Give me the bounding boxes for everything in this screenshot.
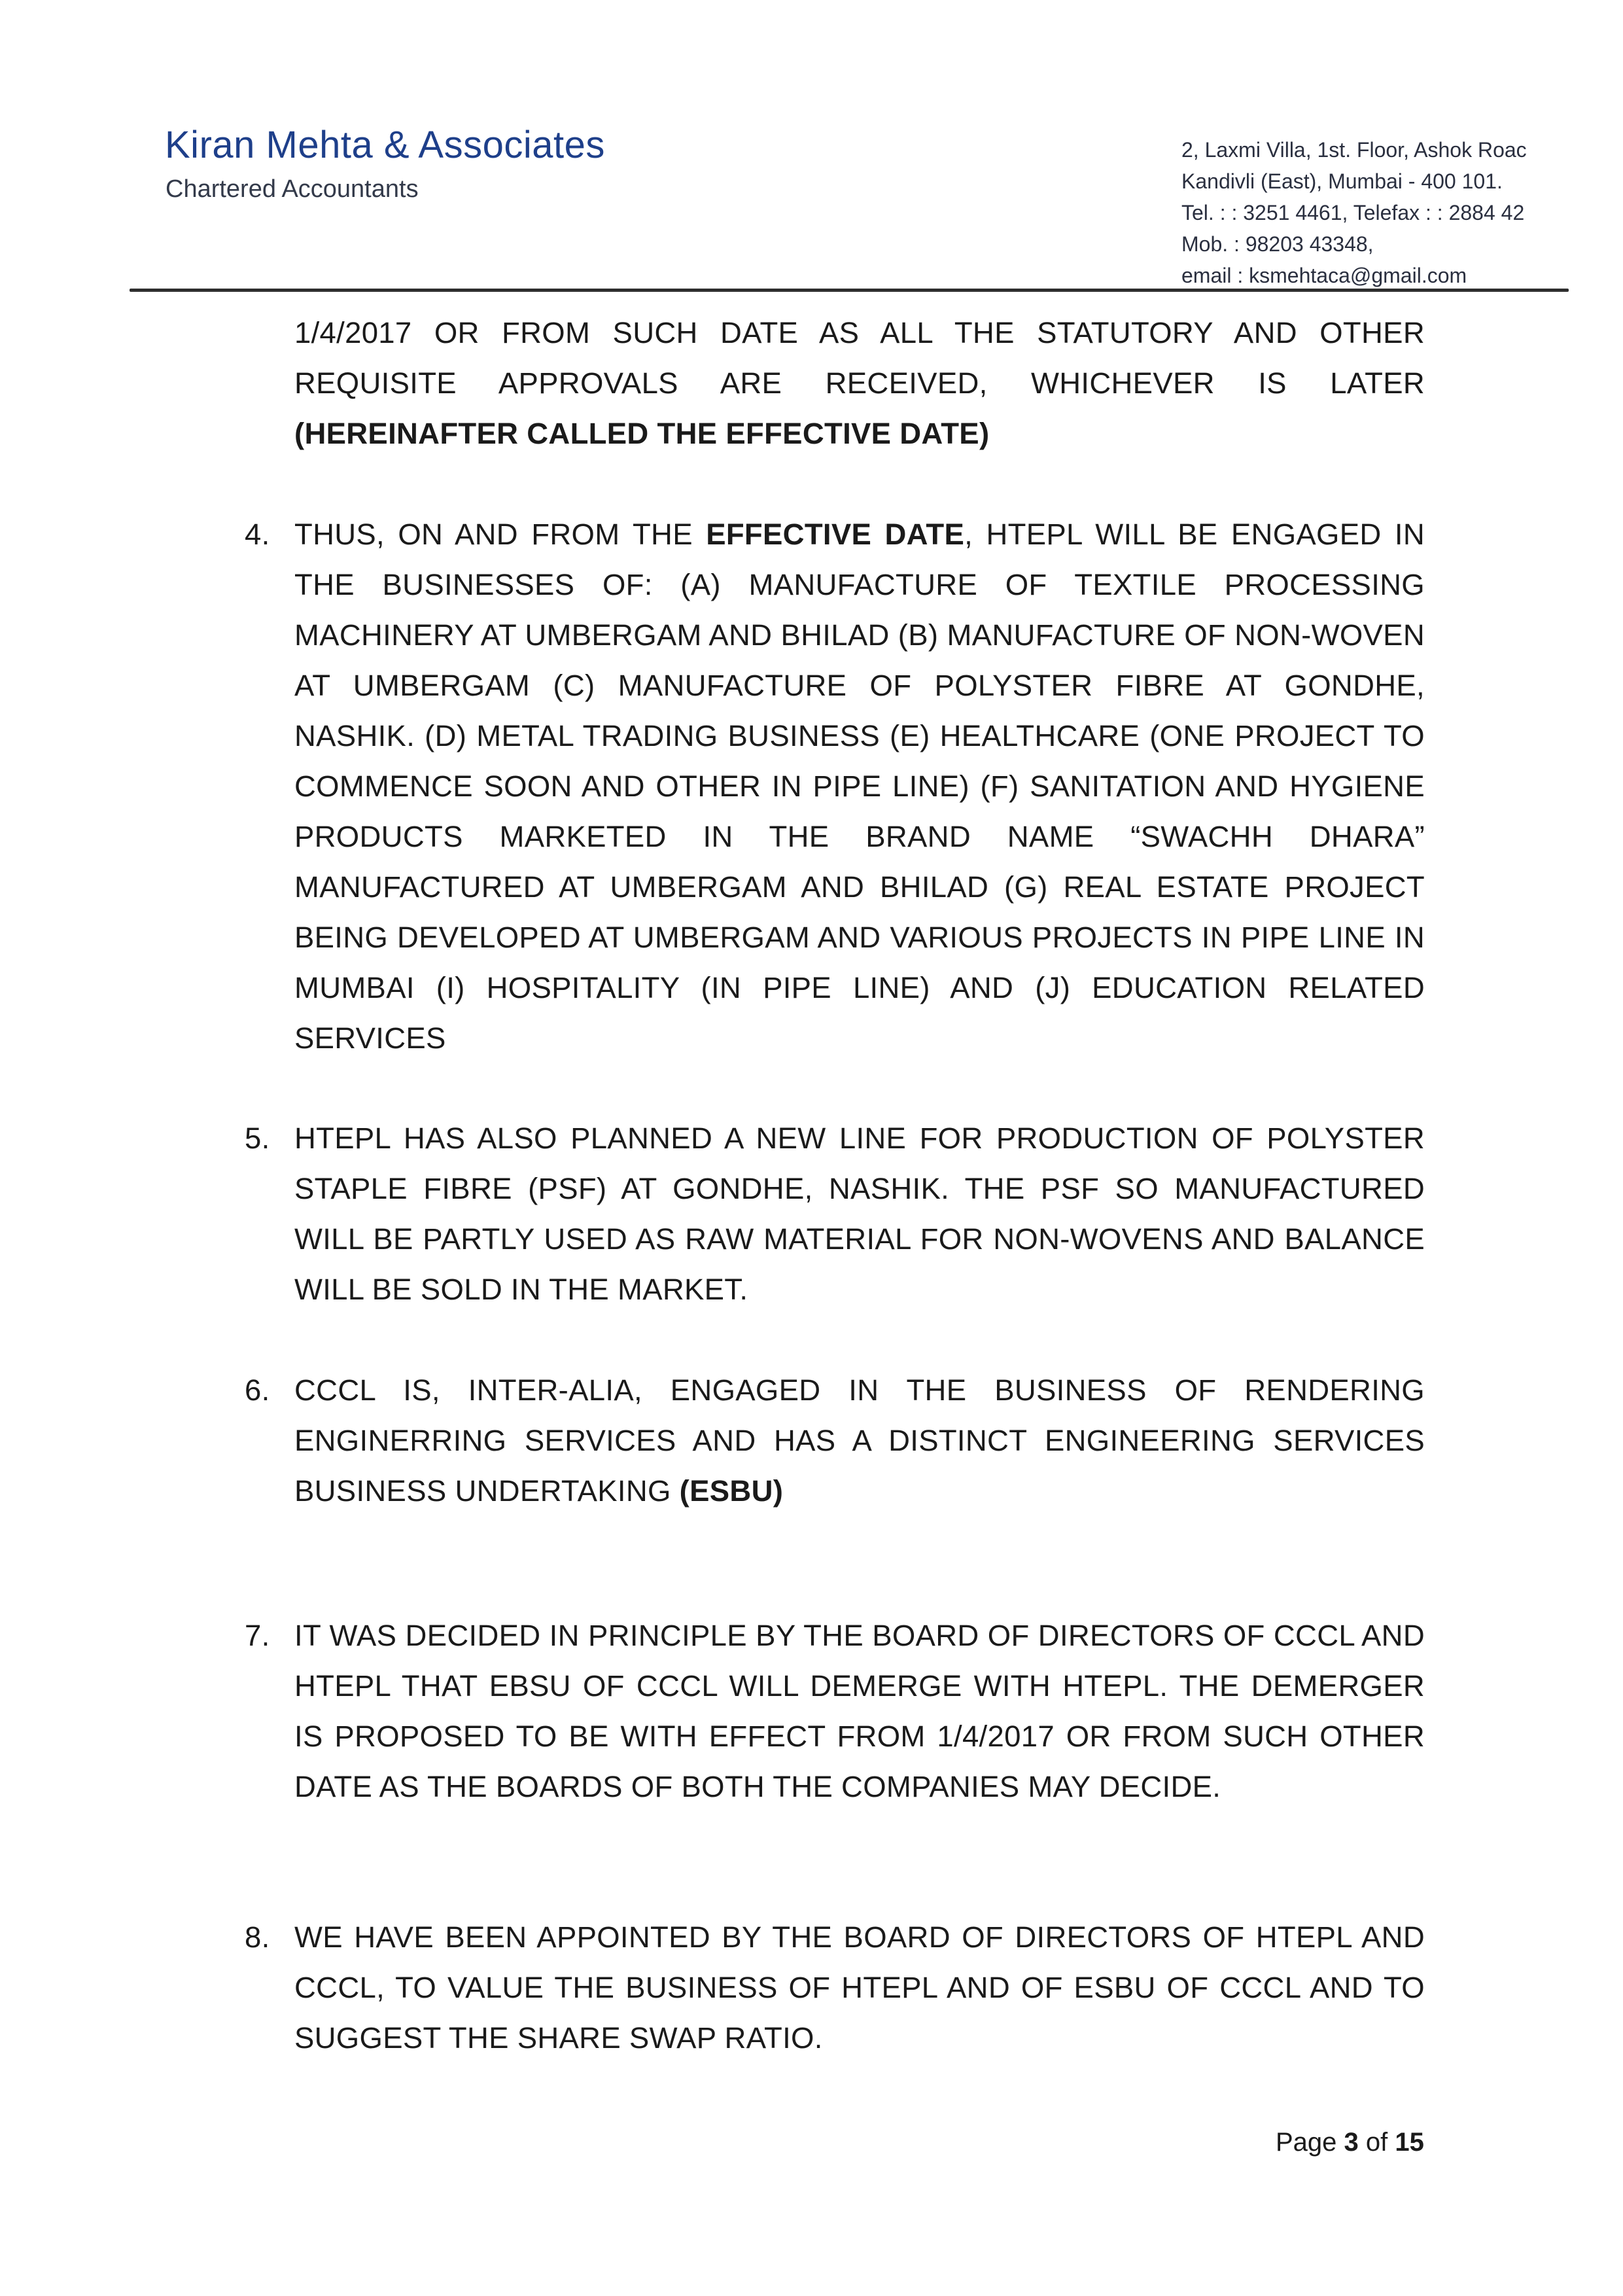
- address-line: Mob. : 98203 43348,: [1181, 232, 1374, 256]
- item-text: HTEPL HAS ALSO PLANNED A NEW LINE FOR PRODUCTION OF POLYSTER STAPLE FIBRE (PSF) AT GONDHE, NASHIK. THE PSF SO MANUFACTURED WILL BE PARTLY USED AS RAW MATERIAL FOR NON-WOVENS AND BALANCE WILL BE SOLD IN THE MARKET.: [294, 1122, 1425, 1306]
- item-number: 5.: [245, 1122, 270, 1155]
- item-number: 6.: [245, 1373, 270, 1407]
- list-item: [245, 509, 1425, 1063]
- item-number: 4.: [245, 518, 270, 551]
- item-text: IT WAS DECIDED IN PRINCIPLE BY THE BOARD OF DIRECTORS OF CCCL AND HTEPL THAT EBSU OF CCCL WILL DEMERGE WITH HTEPL. THE DEMERGER IS PROPOSED TO BE WITH EFFECT FROM 1/4/2017 OR FROM SUCH OTHER DATE AS THE BOARDS OF BOTH THE COMPANIES MAY DECIDE.: [294, 1619, 1425, 1803]
- header-divider: [130, 289, 1569, 292]
- item-bold-term: EFFECTIVE DATE: [706, 518, 965, 551]
- page-number: [1276, 2128, 1424, 2157]
- page-of-label: of: [1358, 2128, 1395, 2157]
- item-text: [294, 1365, 1425, 1516]
- firm-address: [1181, 134, 1623, 291]
- item-text: [294, 509, 1425, 1063]
- item-text-part: CCCL IS, INTER-ALIA, ENGAGED IN THE BUSINESS OF RENDERING ENGINERRING SERVICES AND HAS A DISTINCT ENGINEERING SERVICES BUSINESS UNDERTAKING: [294, 1373, 1425, 1508]
- item-bold-term: (ESBU): [679, 1474, 784, 1508]
- intro-paragraph: [294, 308, 1425, 459]
- list-item: [245, 1113, 1425, 1315]
- address-line: 2, Laxmi Villa, 1st. Floor, Ashok Roac: [1181, 138, 1527, 162]
- item-text: WE HAVE BEEN APPOINTED BY THE BOARD OF DIRECTORS OF HTEPL AND CCCL, TO VALUE THE BUSINESS OF HTEPL AND OF ESBU OF CCCL AND TO SUGGEST THE SHARE SWAP RATIO.: [294, 1920, 1425, 2055]
- intro-text: 1/4/2017 OR FROM SUCH DATE AS ALL THE STATUTORY AND OTHER REQUISITE APPROVALS ARE RECEIVED, WHICHEVER IS LATER: [294, 316, 1425, 400]
- address-line: Kandivli (East), Mumbai - 400 101.: [1181, 169, 1503, 193]
- firm-name: Kiran Mehta & Associates: [165, 124, 605, 166]
- address-line: Tel. : : 3251 4461, Telefax : : 2884 42: [1181, 201, 1525, 224]
- list-item: [245, 1610, 1425, 1812]
- list-item: [245, 1365, 1425, 1516]
- list-item: [245, 1912, 1425, 2063]
- item-text-part: THUS, ON AND FROM THE: [294, 518, 707, 551]
- address-line-email: email : ksmehtaca@gmail.com: [1181, 264, 1467, 287]
- item-number: 8.: [245, 1920, 270, 1954]
- total-pages: 15: [1395, 2128, 1424, 2157]
- item-number: 7.: [245, 1619, 270, 1652]
- firm-subtitle: Chartered Accountants: [166, 175, 419, 203]
- page-label: Page: [1276, 2128, 1344, 2157]
- letterhead: [0, 0, 1623, 308]
- current-page: 3: [1344, 2128, 1359, 2157]
- intro-bold: (HEREINAFTER CALLED THE EFFECTIVE DATE): [294, 417, 990, 450]
- item-text-part: , HTEPL WILL BE ENGAGED IN THE BUSINESSES OF: (A) MANUFACTURE OF TEXTILE PROCESSING MACHINERY AT UMBERGAM AND BHILAD (B) MANUFACTURE OF NON-WOVEN AT UMBERGAM (C) MANUFACTURE OF POLYSTER FIBRE AT GONDHE, NASHIK. (D) METAL TRADING BUSINESS (E) HEALTHCARE (ONE PROJECT TO COMMENCE SOON AND OTHER IN PIPE LINE) (F) SANITATION AND HYGIENE PRODUCTS MARKETED IN THE BRAND NAME “SWACHH DHARA” MANUFACTURED AT UMBERGAM AND BHILAD (G) REAL ESTATE PROJECT BEING DEVELOPED AT UMBERGAM AND VARIOUS PROJECTS IN PIPE LINE IN MUMBAI (I) HOSPITALITY (IN PIPE LINE) AND (J) EDUCATION RELATED SERVICES: [294, 518, 1425, 1055]
